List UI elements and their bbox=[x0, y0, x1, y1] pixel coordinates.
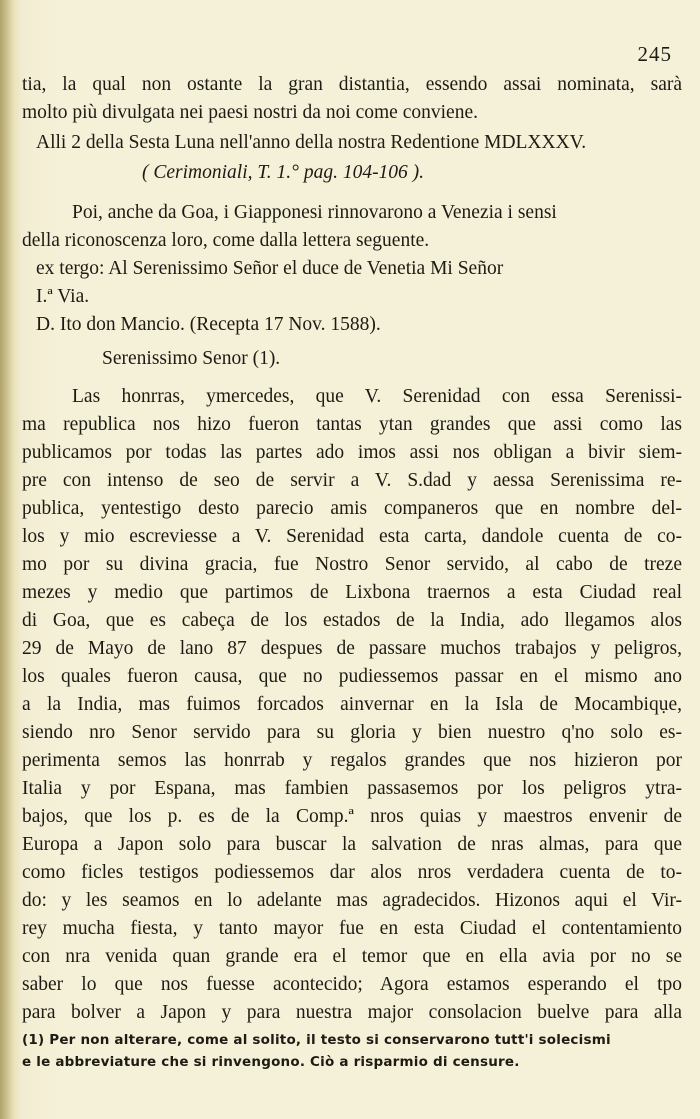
text-line: publica, yentestigo desto parecio amis companeros que en nombre del- bbox=[22, 498, 682, 519]
text-line: a la India, mas fuimos forcados ainvernar en la Isla de Mocambiqụe, bbox=[22, 694, 682, 715]
text-line: bajos, que los p. es de la Comp.ª nros quias y maestros envenir de bbox=[22, 806, 682, 827]
text-line: saber lo que nos fuesse acontecido; Agora estamos esperando el tpo bbox=[22, 974, 682, 995]
text-line: Italia y por Espana, mas fambien passasemos por los peligros ytra- bbox=[22, 778, 682, 799]
page-number: 245 bbox=[637, 42, 672, 66]
salutation: Serenissimo Senor (1). bbox=[102, 348, 281, 369]
text-line: ex tergo: Al Serenissimo Señor el duce de Venetia Mi Señor bbox=[36, 258, 504, 279]
text-line: Alli 2 della Sesta Luna nell'anno della nostra Redentione MDLXXXV. bbox=[36, 132, 587, 153]
text-line: Europa a Japon solo para buscar la salvation de nras almas, para que bbox=[22, 834, 682, 855]
text-line: della riconoscenza loro, come dalla lettera seguente. bbox=[22, 230, 430, 251]
text-line: mezes y medio que partimos de Lixbona traernos a esta Ciudad real bbox=[22, 582, 682, 603]
text-line: los y mio escreviesse a V. Serenidad esta carta, dandole cuenta de co- bbox=[22, 526, 682, 547]
text-line: tia, la qual non ostante la gran distantia, essendo assai nominata, sarà bbox=[22, 74, 682, 95]
text-line: siendo nro Senor servido para su gloria y bien nuestro q'no solo es- bbox=[22, 722, 682, 743]
text-line: Poi, anche da Goa, i Giapponesi rinnovarono a Venezia i sensi bbox=[72, 202, 557, 223]
text-line: I.ª Via. bbox=[36, 286, 90, 307]
text-line: como ficles testigos podiessemos dar alos nros verdadera cuenta de to- bbox=[22, 862, 682, 883]
text-line: 29 de Mayo de lano 87 despues de passare muchos trabajos y peligros, bbox=[22, 638, 682, 659]
text-line: rey mucha fiesta, y tanto mayor fue en esta Ciudad el contentamiento bbox=[22, 918, 682, 939]
text-line: molto più divulgata nei paesi nostri da noi come conviene. bbox=[22, 102, 478, 123]
text-line: para bolver a Japon y para nuestra major consolacion buelve para alla bbox=[22, 1002, 682, 1023]
citation-line: ( Cerimoniali, T. 1.° pag. 104-106 ). bbox=[142, 162, 425, 183]
text-line: perimenta semos las honrrab y regalos grandes que nos hizieron por bbox=[22, 750, 682, 771]
text-line: publicamos por todas las partes ado imos assi nos obligan a bivir siem- bbox=[22, 442, 682, 463]
text-line: D. Ito don Mancio. (Recepta 17 Nov. 1588). bbox=[36, 314, 381, 335]
text-line: los quales fueron causa, que no pudiessemos passar en el mismo ano bbox=[22, 666, 682, 687]
text-line: pre con intenso de seo de servir a V. S.dad y aessa Serenissima re- bbox=[22, 470, 682, 491]
footnote-line: e le abbreviature che si rinvengono. Ciò a risparmio di censure. bbox=[22, 1054, 520, 1070]
binding-shadow bbox=[0, 0, 14, 1119]
text-line: Las honrras, ymercedes, que V. Serenidad con essa Serenissi- bbox=[72, 386, 682, 407]
text-line: mo por su divina gracia, fue Nostro Senor servido, al cabo de treze bbox=[22, 554, 682, 575]
text-line: di Goa, que es cabeça de los estados de la India, ado llegamos alos bbox=[22, 610, 682, 631]
text-line: do: y les seamos en lo adelante mas agradecidos. Hizonos aqui el Vir- bbox=[22, 890, 682, 911]
text-line: ma republica nos hizo fueron tantas ytan grandes que assi como las bbox=[22, 414, 682, 435]
text-line: con nra venida quan grande era el temor que en ella avia por no se bbox=[22, 946, 682, 967]
footnote-line: (1) Per non alterare, come al solito, il testo si conservarono tutt'i solecismi bbox=[22, 1032, 611, 1048]
